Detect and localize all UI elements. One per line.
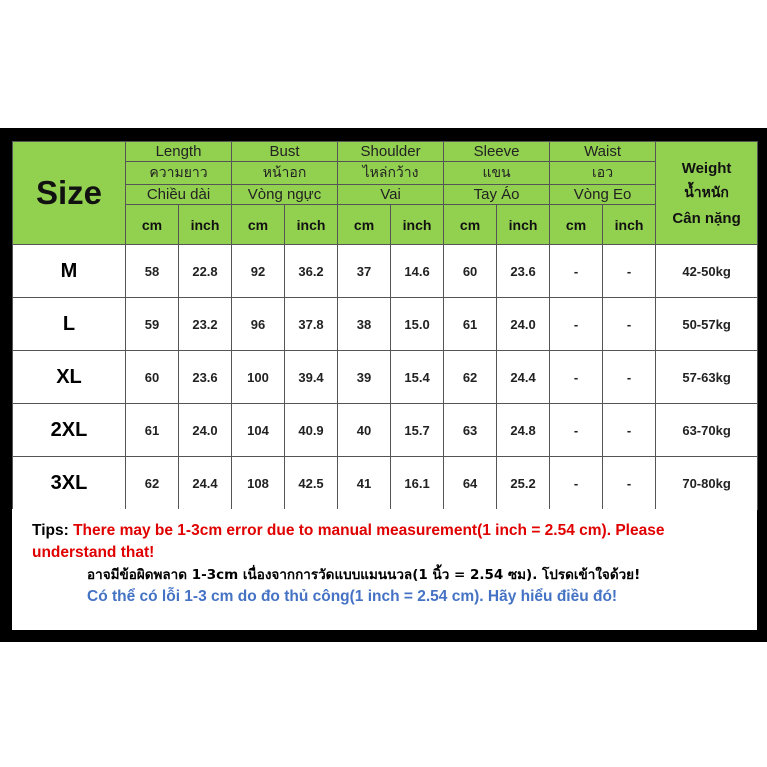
- shoulder-inch-value: 14.6: [391, 245, 444, 298]
- waist-inch-value: -: [603, 245, 656, 298]
- sleeve-cm-value: 64: [444, 457, 497, 510]
- waist-cm-value: -: [550, 404, 603, 457]
- length-cm-value: 61: [126, 404, 179, 457]
- waist-cm-value: -: [550, 351, 603, 404]
- length-inch-value: 22.8: [179, 245, 232, 298]
- shoulder-header-en: Shoulder: [338, 142, 444, 162]
- length-header-vi: Chiều dài: [126, 185, 232, 205]
- bust-inch-value: 40.9: [285, 404, 338, 457]
- weight-value: 63-70kg: [656, 404, 758, 457]
- bust-cm-value: 100: [232, 351, 285, 404]
- bust-header-vi: Vòng ngực: [232, 185, 338, 205]
- waist-cm-unit: cm: [550, 205, 603, 245]
- waist-inch-value: -: [603, 298, 656, 351]
- sleeve-cm-value: 60: [444, 245, 497, 298]
- shoulder-header-vi: Vai: [338, 185, 444, 205]
- weight-value: 57-63kg: [656, 351, 758, 404]
- size-header: Size: [13, 142, 126, 245]
- waist-inch-value: -: [603, 351, 656, 404]
- weight-header: [656, 142, 758, 245]
- size-label: 2XL: [13, 404, 126, 457]
- bust-cm-value: 96: [232, 298, 285, 351]
- waist-cm-value: -: [550, 298, 603, 351]
- length-header-en: Length: [126, 142, 232, 162]
- bust-cm-value: 108: [232, 457, 285, 510]
- length-cm-value: 60: [126, 351, 179, 404]
- sleeve-cm-unit: cm: [444, 205, 497, 245]
- waist-inch-unit: inch: [603, 205, 656, 245]
- bust-inch-value: 37.8: [285, 298, 338, 351]
- weight-value: 42-50kg: [656, 245, 758, 298]
- table-row: [13, 245, 758, 298]
- tips-text-th: อาจมีข้อผิดพลาด 1-3cm เนื่องจากการวัดแบบแมนนวล(1 นิ้ว = 2.54 ซม). โปรดเข้าใจด้วย!: [87, 567, 641, 583]
- sleeve-header-vi: Tay Áo: [444, 185, 550, 205]
- shoulder-inch-value: 15.0: [391, 298, 444, 351]
- shoulder-cm-unit: cm: [338, 205, 391, 245]
- sleeve-cm-value: 62: [444, 351, 497, 404]
- size-label: M: [13, 245, 126, 298]
- shoulder-header-th: ไหล่กว้าง: [338, 162, 444, 185]
- weight-header-th: น้ำหนัก: [684, 184, 729, 201]
- shoulder-cm-value: 40: [338, 404, 391, 457]
- waist-cm-value: -: [550, 457, 603, 510]
- waist-header-th: เอว: [550, 162, 656, 185]
- length-inch-value: 24.0: [179, 404, 232, 457]
- waist-inch-value: -: [603, 404, 656, 457]
- table-row: [13, 298, 758, 351]
- weight-header-en: Weight: [681, 159, 732, 177]
- shoulder-cm-value: 38: [338, 298, 391, 351]
- shoulder-inch-value: 15.4: [391, 351, 444, 404]
- waist-cm-value: -: [550, 245, 603, 298]
- bust-header-en: Bust: [232, 142, 338, 162]
- length-cm-value: 59: [126, 298, 179, 351]
- sleeve-inch-unit: inch: [497, 205, 550, 245]
- shoulder-cm-value: 37: [338, 245, 391, 298]
- waist-inch-value: -: [603, 457, 656, 510]
- size-label: 3XL: [13, 457, 126, 510]
- size-label: XL: [13, 351, 126, 404]
- table-row: [13, 404, 758, 457]
- bust-inch-value: 42.5: [285, 457, 338, 510]
- shoulder-cm-value: 41: [338, 457, 391, 510]
- tips-box: [12, 509, 757, 630]
- waist-header-en: Waist: [550, 142, 656, 162]
- sleeve-inch-value: 25.2: [497, 457, 550, 510]
- size-chart-table: [12, 141, 758, 510]
- tips-label: Tips:: [32, 522, 69, 539]
- weight-value: 70-80kg: [656, 457, 758, 510]
- sleeve-cm-value: 63: [444, 404, 497, 457]
- tips-text-en: There may be 1-3cm error due to manual measurement(1 inch = 2.54 cm). Please understand that!: [32, 522, 665, 561]
- size-label: L: [13, 298, 126, 351]
- tips-english: [32, 520, 737, 564]
- shoulder-inch-value: 15.7: [391, 404, 444, 457]
- shoulder-inch-unit: inch: [391, 205, 444, 245]
- sleeve-inch-value: 23.6: [497, 245, 550, 298]
- length-inch-unit: inch: [179, 205, 232, 245]
- sleeve-inch-value: 24.4: [497, 351, 550, 404]
- sleeve-header-th: แขน: [444, 162, 550, 185]
- bust-cm-value: 104: [232, 404, 285, 457]
- shoulder-cm-value: 39: [338, 351, 391, 404]
- bust-cm-value: 92: [232, 245, 285, 298]
- weight-value: 50-57kg: [656, 298, 758, 351]
- length-cm-value: 62: [126, 457, 179, 510]
- sleeve-cm-value: 61: [444, 298, 497, 351]
- waist-header-vi: Vòng Eo: [550, 185, 656, 205]
- table-row: [13, 351, 758, 404]
- weight-header-vi: Cân nặng: [672, 209, 741, 227]
- tips-text-vi: Có thể có lỗi 1-3 cm do đo thủ công(1 inch = 2.54 cm). Hãy hiểu điều đó!: [87, 588, 618, 605]
- sleeve-header-en: Sleeve: [444, 142, 550, 162]
- sleeve-inch-value: 24.8: [497, 404, 550, 457]
- sleeve-inch-value: 24.0: [497, 298, 550, 351]
- shoulder-inch-value: 16.1: [391, 457, 444, 510]
- bust-inch-unit: inch: [285, 205, 338, 245]
- bust-inch-value: 39.4: [285, 351, 338, 404]
- length-inch-value: 23.6: [179, 351, 232, 404]
- table-row: [13, 457, 758, 510]
- length-inch-value: 23.2: [179, 298, 232, 351]
- length-header-th: ความยาว: [126, 162, 232, 185]
- bust-cm-unit: cm: [232, 205, 285, 245]
- length-cm-value: 58: [126, 245, 179, 298]
- length-inch-value: 24.4: [179, 457, 232, 510]
- length-cm-unit: cm: [126, 205, 179, 245]
- bust-inch-value: 36.2: [285, 245, 338, 298]
- bust-header-th: หน้าอก: [232, 162, 338, 185]
